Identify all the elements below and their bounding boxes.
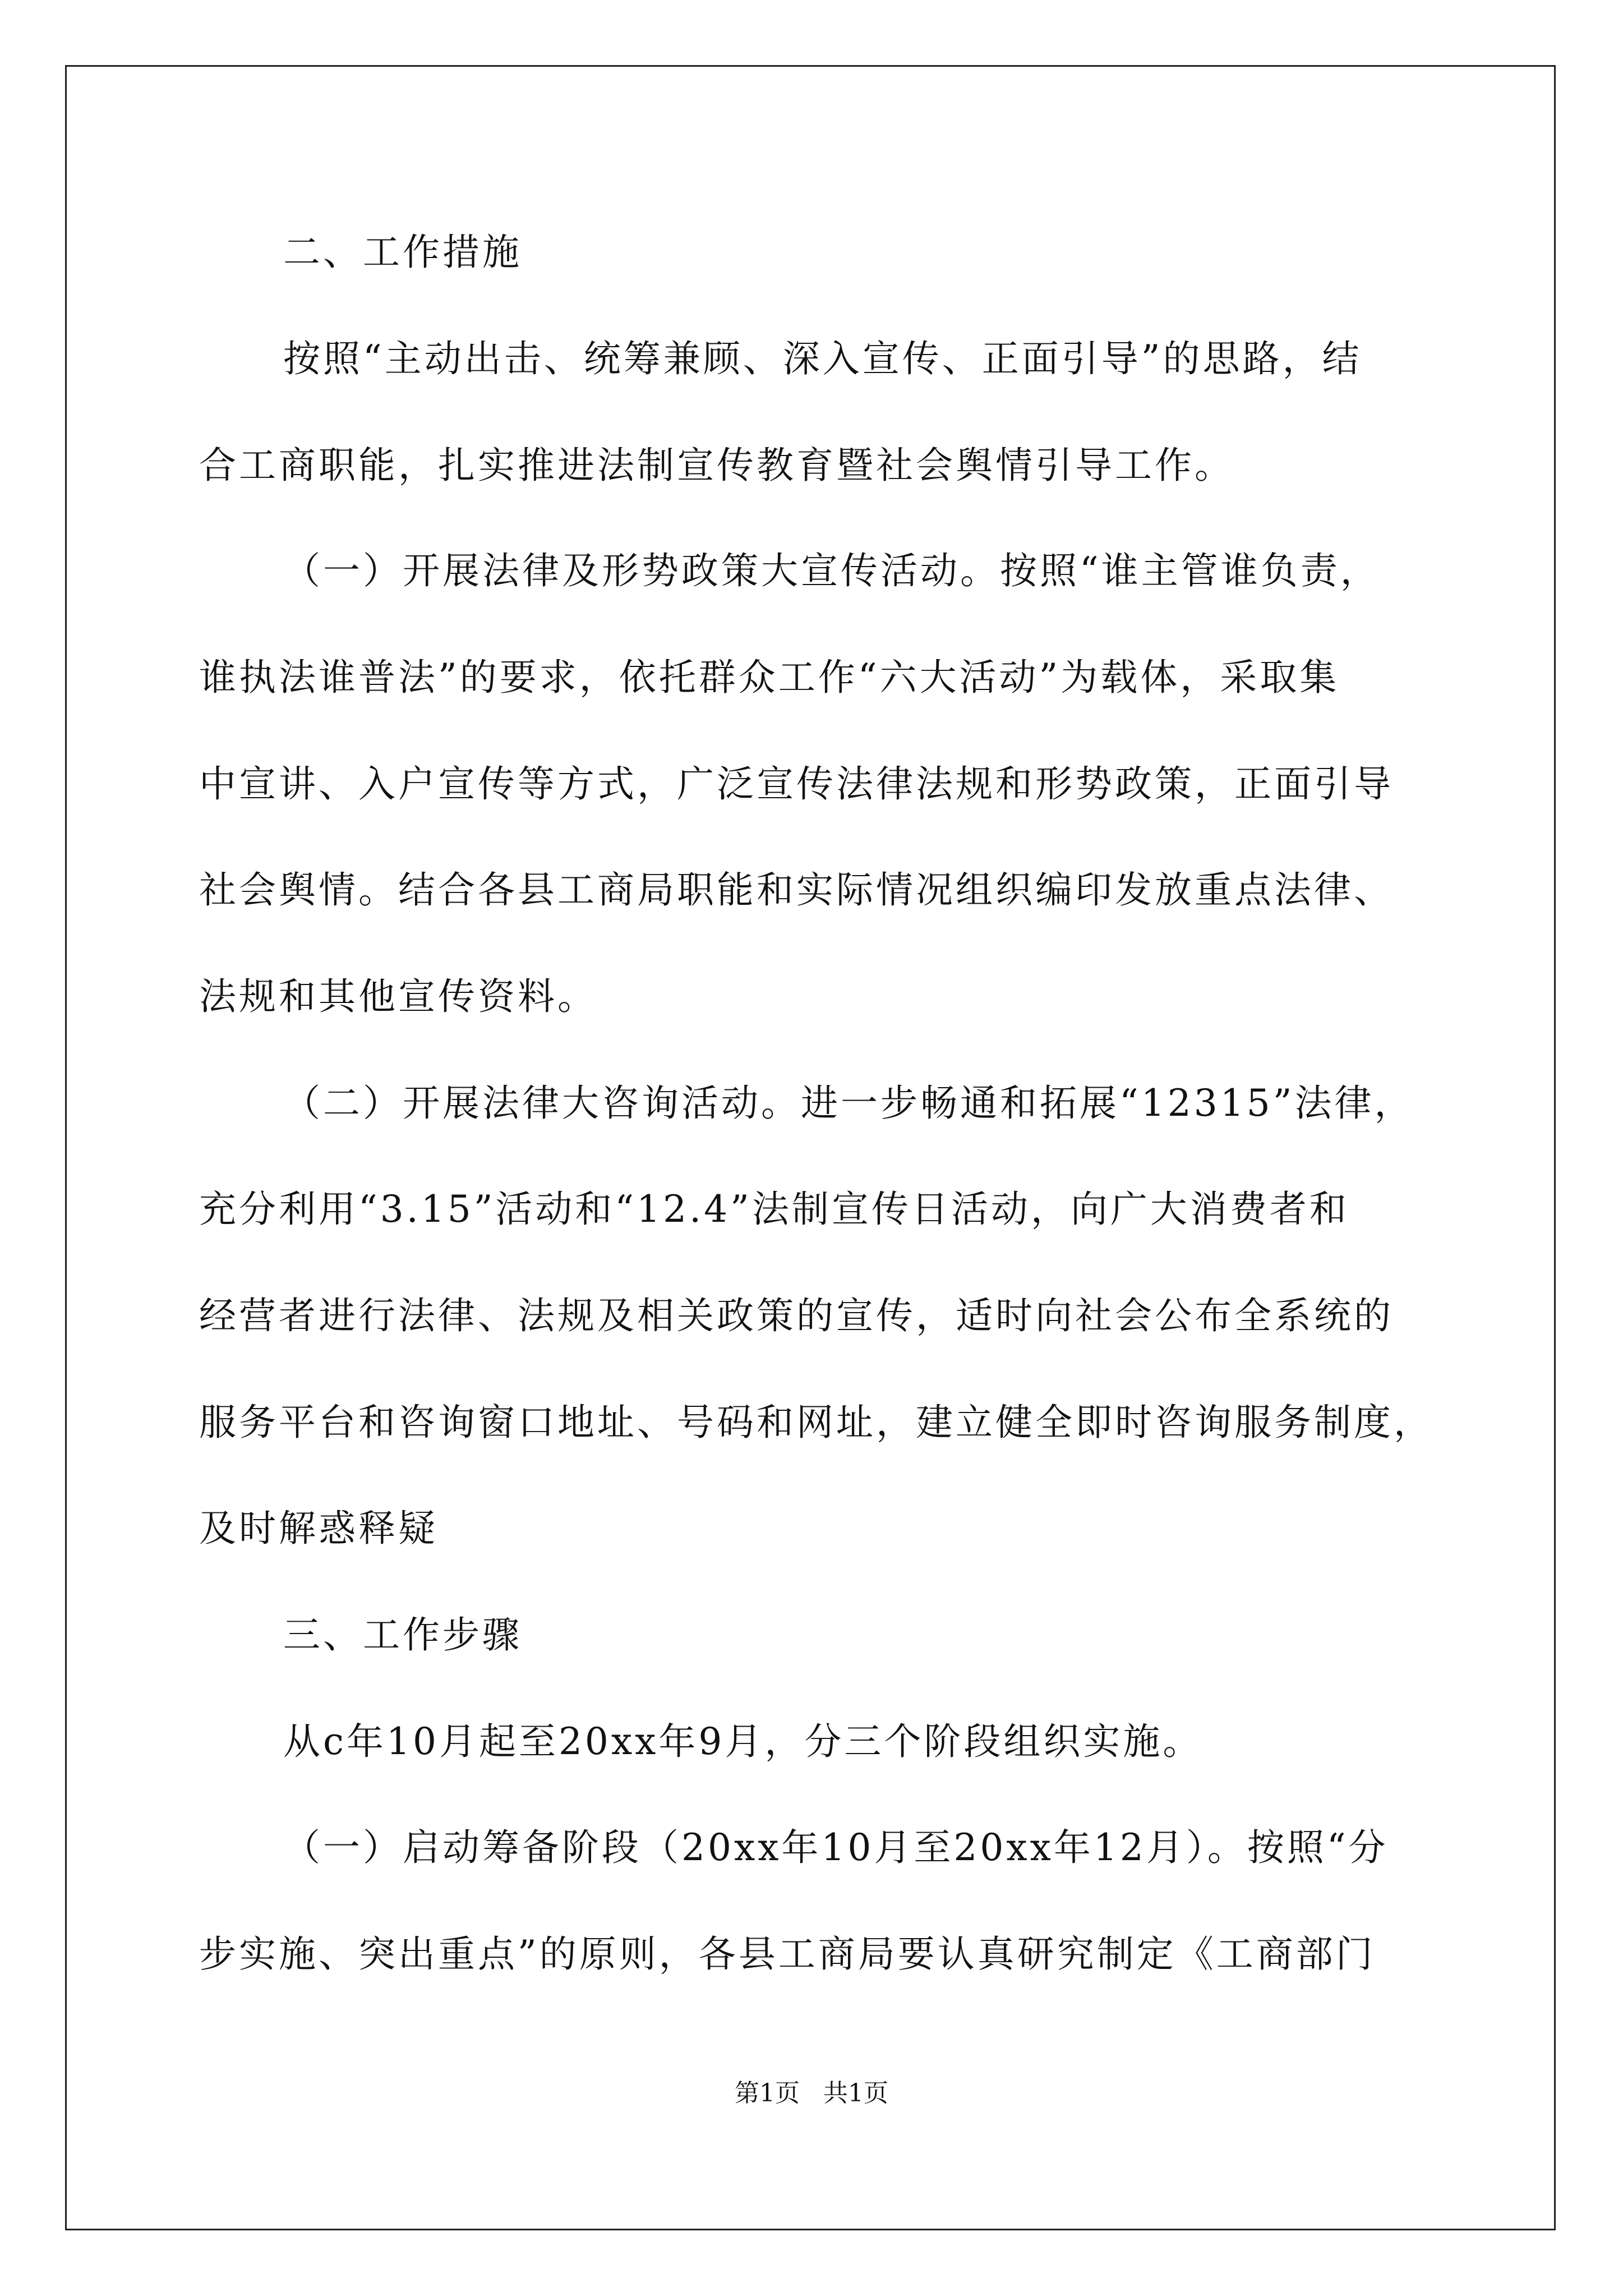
paragraph-line: 按照“主动出击、统筹兼顾、深入宣传、正面引导”的思路，结 <box>283 337 1362 380</box>
paragraph-line: 法规和其他宣传资料。 <box>199 975 597 1018</box>
paragraph-line: 从c年10月起至20xx年9月，分三个阶段组织实施。 <box>283 1720 1203 1763</box>
paragraph-line: （一）开展法律及形势政策大宣传活动。按照“谁主管谁负责， <box>283 549 1380 592</box>
paragraph-line: 步实施、突出重点”的原则，各县工商局要认真研究制定《工商部门 <box>199 1932 1376 1976</box>
paragraph-line: 谁执法谁普法”的要求，依托群众工作“六大活动”为载体，采取集 <box>199 656 1340 699</box>
page-number-footer: 第1页 共1页 <box>735 2079 888 2108</box>
page-border <box>65 65 1556 2230</box>
paragraph-line: 及时解惑释疑 <box>199 1507 438 1550</box>
paragraph-line: 服务平台和咨询窗口地址、号码和网址，建立健全即时咨询服务制度， <box>199 1401 1433 1444</box>
section-heading: 二、工作措施 <box>283 231 522 274</box>
paragraph-line: （一）启动筹备阶段（20xx年10月至20xx年12月）。按照“分 <box>283 1826 1389 1869</box>
paragraph-line: 合工商职能，扎实推进法制宣传教育暨社会舆情引导工作。 <box>199 444 1234 487</box>
paragraph-line: 充分利用“3.15”活动和“12.4”法制宣传日活动，向广大消费者和 <box>199 1188 1349 1231</box>
paragraph-line: （二）开展法律大咨询活动。进一步畅通和拓展“12315”法律， <box>283 1082 1414 1125</box>
paragraph-line: 经营者进行法律、法规及相关政策的宣传，适时向社会公布全系统的 <box>199 1294 1394 1337</box>
paragraph-line: 中宣讲、入户宣传等方式，广泛宣传法律法规和形势政策，正面引导 <box>199 762 1394 806</box>
section-heading: 三、工作步骤 <box>283 1613 522 1657</box>
paragraph-line: 社会舆情。结合各县工商局职能和实际情况组织编印发放重点法律、 <box>199 868 1394 912</box>
